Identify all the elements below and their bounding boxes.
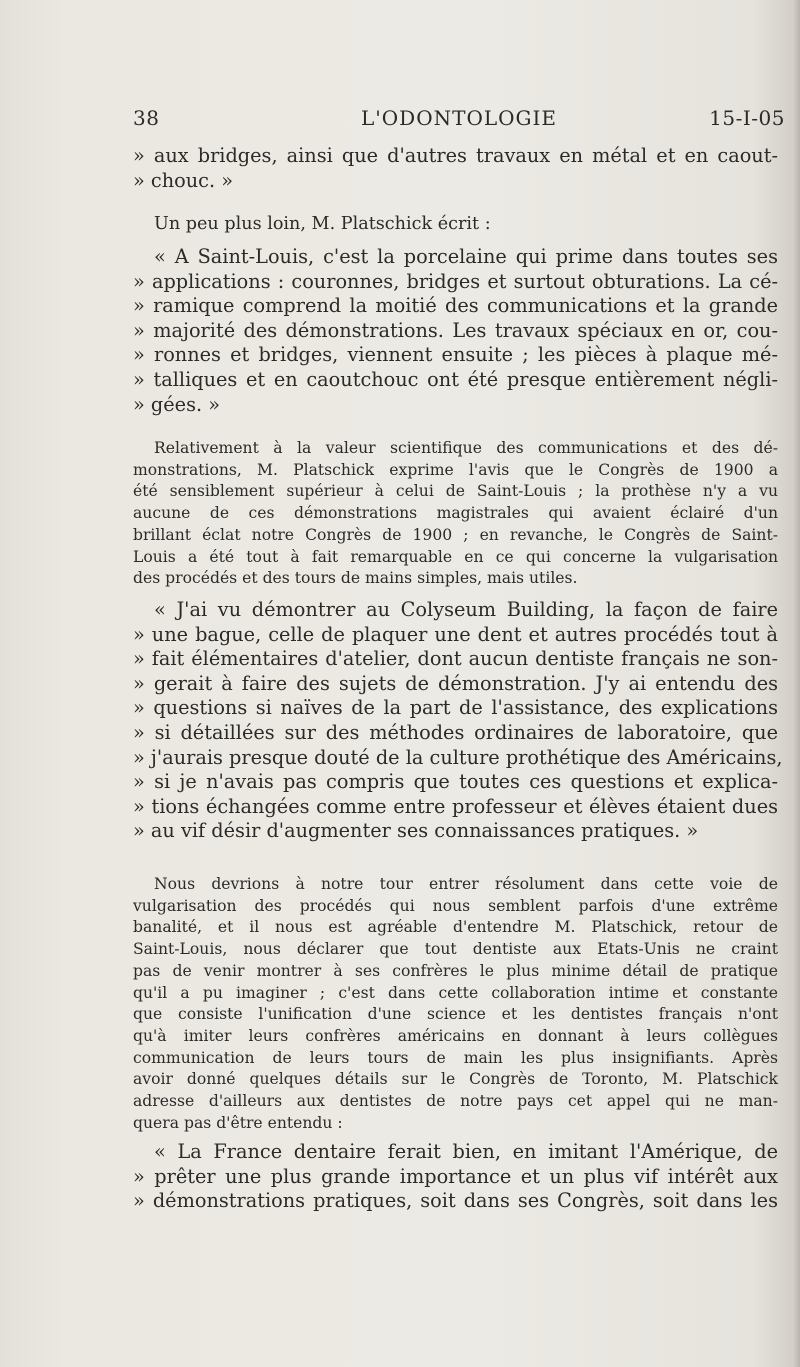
text-line: » j'aurais presque douté de la culture prothétique des Américains, [133,745,783,769]
text-line: adresse d'ailleurs aux dentistes de notre pays cet appel qui ne man- [133,1092,778,1111]
text-line: » ronnes et bridges, viennent ensuite ; les pièces à plaque mé- [133,343,778,367]
journal-title: L'ODONTOLOGIE [361,106,557,130]
text-line: communication de leurs tours de main les plus insignifiants. Après [133,1048,778,1067]
text-line: « La France dentaire ferait bien, en imitant l'Amérique, de [154,1140,778,1163]
text-line: des procédés et des tours de mains simples, mais utiles. [133,569,578,588]
text-line: « J'ai vu démontrer au Colyseum Building, la façon de faire [154,598,778,621]
intro-paragraph [133,214,778,236]
text-line: » si détaillées sur des méthodes ordinaires de laboratoire, que [133,720,778,744]
quote-block-1 [133,144,778,193]
text-line: banalité, et il nous est agréable d'entendre M. Platschick, retour de [133,918,778,937]
text-line: été sensiblement supérieur à celui de Saint-Louis ; la prothèse n'y a vu [133,482,778,501]
text-line: » une bague, celle de plaquer une dent et autres procédés tout à [133,622,778,646]
issue-date: 15-I-05 [709,106,785,130]
text-line: » tions échangées comme entre professeur et élèves étaient dues [133,794,778,818]
text-line: Nous devrions à notre tour entrer résolument dans cette voie de [154,875,778,893]
text-line: pas de venir montrer à ses confrères le plus minime détail de pratique [133,961,778,980]
prose-paragraph-2 [133,874,778,1134]
text-line: » talliques et en caoutchouc ont été presque entièrement négli- [133,367,778,391]
text-line: que consiste l'unification d'une science et les dentistes français n'ont [133,1005,778,1024]
text-line: qu'il a pu imaginer ; c'est dans cette collaboration intime et constante [133,983,778,1002]
text-line: Relativement à la valeur scientifique des communications et des dé- [154,439,778,457]
text-line: » ramique comprend la moitié des communications et la grande [133,294,778,318]
text-line: avoir donné quelques détails sur le Congrès de Toronto, M. Platschick [133,1070,778,1089]
text-line: » démonstrations pratiques, soit dans ses Congrès, soit dans les [133,1189,778,1213]
text-line: brillant éclat notre Congrès de 1900 ; en revanche, le Congrès de Saint- [133,525,778,544]
text-line: » gées. » [133,392,221,416]
running-header [133,106,785,136]
text-line: » prêter une plus grande importance et un plus vif intérêt aux [133,1164,778,1188]
text-line: » aux bridges, ainsi que d'autres travaux en métal et en caout- [133,144,778,167]
text-line: » applications : couronnes, bridges et surtout obturations. La cé- [133,269,778,293]
text-line: vulgarisation des procédés qui nous semblent parfois d'une extrême [133,896,778,915]
text-line: » majorité des démonstrations. Les travaux spéciaux en or, cou- [133,318,778,342]
prose-paragraph-1 [133,438,778,590]
text-line: Saint-Louis, nous déclarer que tout dentiste aux Etats-Unis ne craint [133,940,778,959]
page-number: 38 [133,106,160,130]
text-line: » fait élémentaires d'atelier, dont aucun dentiste français ne son- [133,647,778,671]
text-line: » chouc. » [133,168,234,192]
text-line: qu'à imiter leurs confrères américains en donnant à leurs collègues [133,1026,778,1045]
text-line: » questions si naïves de la part de l'assistance, des explications [133,696,778,720]
text-line: aucune de ces démonstrations magistrales qui avaient éclairé d'un [133,504,778,523]
quote-block-2 [133,245,778,417]
quote-block-4 [133,1140,778,1214]
text-line: » au vif désir d'augmenter ses connaissances pratiques. » [133,819,699,843]
text-line: quera pas d'être entendu : [133,1113,343,1132]
quote-block-3 [133,598,783,844]
text-line: » gerait à faire des sujets de démonstration. J'y ai entendu des [133,671,778,695]
text-line: Louis a été tout à fait remarquable en ce qui concerne la vulgarisation [133,547,778,566]
text-line: monstrations, M. Platschick exprime l'avis que le Congrès de 1900 a [133,460,778,479]
text-line: Un peu plus loin, M. Platschick écrit : [154,214,491,234]
page-edge-shadow [792,0,800,1367]
text-line: » si je n'avais pas compris que toutes ces questions et explica- [133,770,778,794]
text-line: « A Saint-Louis, c'est la porcelaine qui prime dans toutes ses [154,245,778,268]
